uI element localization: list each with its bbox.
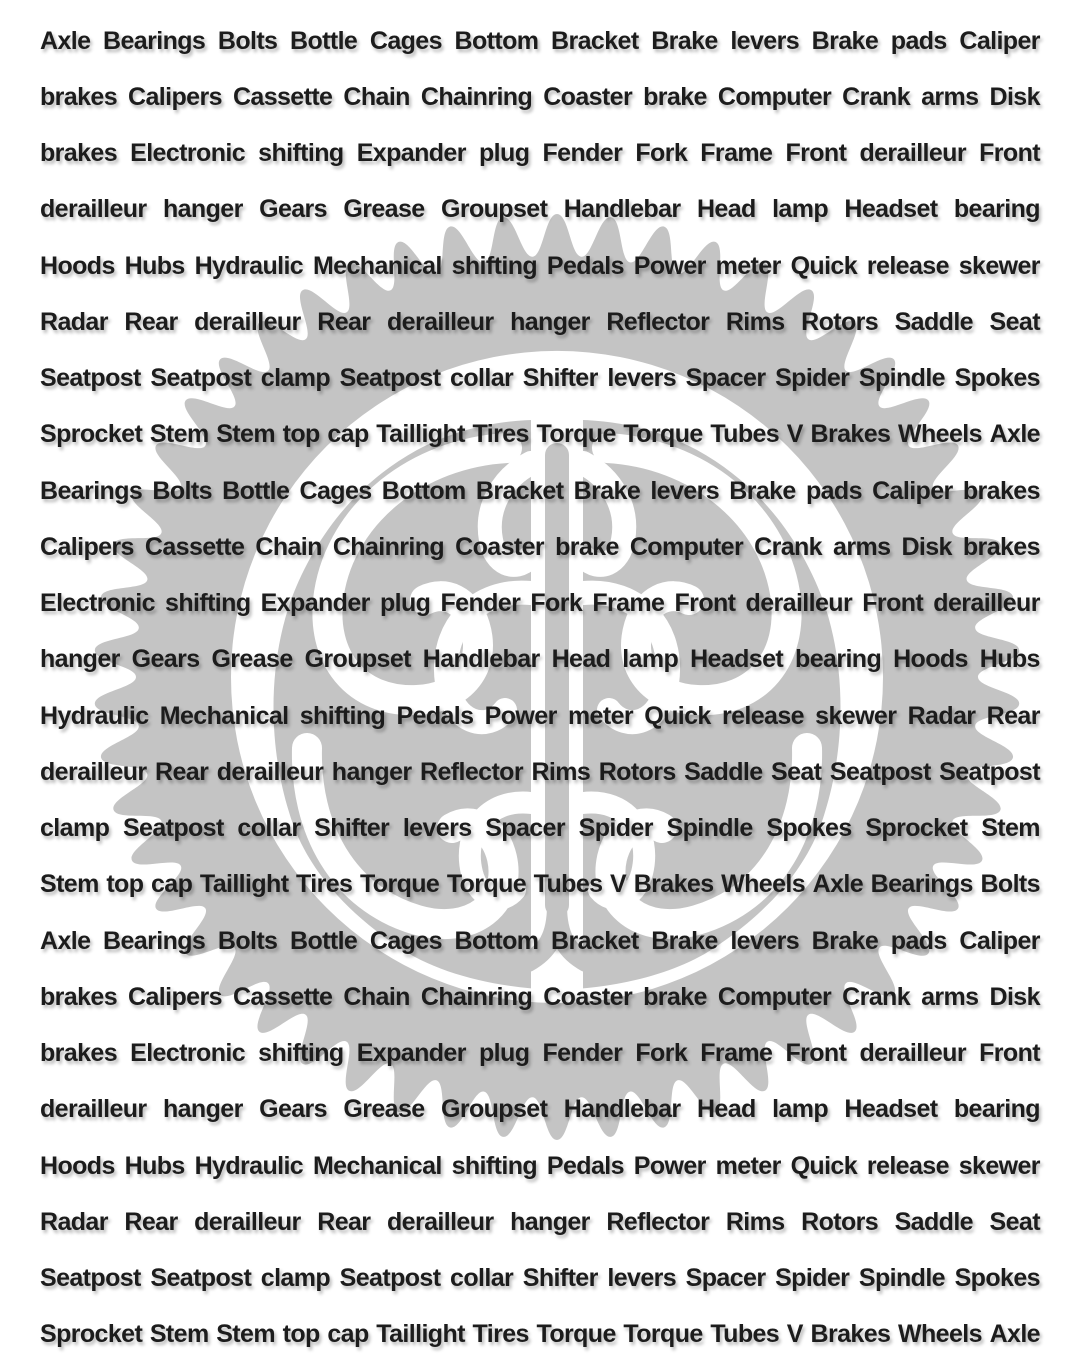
text-line: Axle Bearings Bolts Bottle Cages Bottom Bracket Brake levers Brake pads Caliper xyxy=(40,26,1040,55)
text-line: derailleur hanger Gears Grease Groupset Handlebar Head lamp Headset bearing xyxy=(40,1095,1040,1124)
text-line: Hoods Hubs Hydraulic Mechanical shifting Pedals Power meter Quick release skewer xyxy=(40,251,1040,280)
text-line: Hoods Hubs Hydraulic Mechanical shifting Pedals Power meter Quick release skewer xyxy=(40,1151,1040,1180)
text-line: Seatpost Seatpost clamp Seatpost collar Shifter levers Spacer Spider Spindle Spokes xyxy=(40,1264,1040,1293)
text-line: Hydraulic Mechanical shifting Pedals Power meter Quick release skewer Radar Rear xyxy=(40,701,1040,730)
text-line: Radar Rear derailleur Rear derailleur hanger Reflector Rims Rotors Saddle Seat xyxy=(40,307,1040,336)
text-line: Bearings Bolts Bottle Cages Bottom Bracket Brake levers Brake pads Caliper brakes xyxy=(40,476,1040,505)
text-line: Sprocket Stem Stem top cap Taillight Tires Torque Torque Tubes V Brakes Wheels Axle xyxy=(40,420,1040,449)
text-line: brakes Electronic shifting Expander plug Fender Fork Frame Front derailleur Front xyxy=(40,139,1040,168)
text-line: Sprocket Stem Stem top cap Taillight Tires Torque Torque Tubes V Brakes Wheels Axle xyxy=(40,1320,1040,1349)
text-line: Electronic shifting Expander plug Fender Fork Frame Front derailleur Front derailleur xyxy=(40,589,1040,618)
text-line: brakes Calipers Cassette Chain Chainring Coaster brake Computer Crank arms Disk xyxy=(40,982,1040,1011)
text-line: clamp Seatpost collar Shifter levers Spacer Spider Spindle Spokes Sprocket Stem xyxy=(40,814,1040,843)
text-line: Radar Rear derailleur Rear derailleur hanger Reflector Rims Rotors Saddle Seat xyxy=(40,1207,1040,1236)
text-line: Seatpost Seatpost clamp Seatpost collar Shifter levers Spacer Spider Spindle Spokes xyxy=(40,364,1040,393)
text-line: Axle Bearings Bolts Bottle Cages Bottom Bracket Brake levers Brake pads Caliper xyxy=(40,926,1040,955)
text-line: brakes Electronic shifting Expander plug Fender Fork Frame Front derailleur Front xyxy=(40,1039,1040,1068)
text-line: Stem top cap Taillight Tires Torque Torque Tubes V Brakes Wheels Axle Bearings Bolts xyxy=(40,870,1040,899)
text-line: derailleur hanger Gears Grease Groupset Handlebar Head lamp Headset bearing xyxy=(40,195,1040,224)
text-line: brakes Calipers Cassette Chain Chainring Coaster brake Computer Crank arms Disk xyxy=(40,82,1040,111)
text-line: hanger Gears Grease Groupset Handlebar Head lamp Headset bearing Hoods Hubs xyxy=(40,645,1040,674)
text-line: derailleur Rear derailleur hanger Reflector Rims Rotors Saddle Seat Seatpost Seatpost xyxy=(40,757,1040,786)
text-line: Calipers Cassette Chain Chainring Coaster brake Computer Crank arms Disk brakes xyxy=(40,532,1040,561)
